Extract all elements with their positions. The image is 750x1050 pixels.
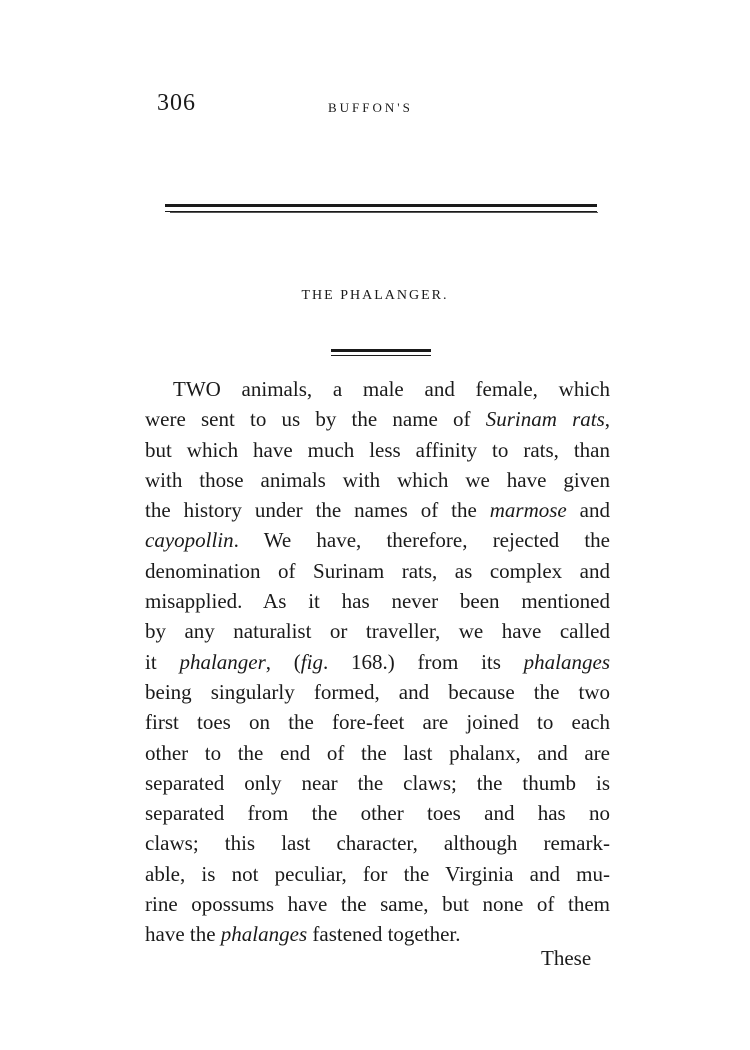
text-line: but which have much less affinity to rats, than [145,437,610,462]
text-line: rine opossums have the same, but none of them [145,892,610,917]
text-line: other to the end of the last phalanx, and are [145,740,610,765]
text-line: it phalanger, (fig. 168.) from its phalanges [145,649,610,674]
text-line: separated from the other toes and has no [145,801,610,826]
text-line: able, is not peculiar, for the Virginia and mu- [145,861,610,886]
text-line: cayopollin. We have, therefore, rejected the [145,528,610,553]
text-line: misapplied. As it has never been mentioned [145,589,610,614]
text-line: with those animals with which we have given [145,467,610,492]
text-line: first toes on the fore-feet are joined to each [145,710,610,735]
text-line: were sent to us by the name of Surinam rats, [145,407,611,432]
text-line: by any naturalist or traveller, we have called [145,619,610,644]
text-line: have the phalanges fastened together. [145,922,461,947]
text-line: being singularly formed, and because the two [145,679,610,704]
section-title: THE PHALANGER. [301,288,449,303]
text-line: TWO animals, a male and female, which [173,377,610,401]
page-number: 306 [157,90,196,116]
running-head: BUFFON'S [328,100,413,115]
header-rule [165,204,597,212]
text-line: separated only near the claws; the thumb is [145,770,610,795]
catchword: These [541,946,592,970]
body-paragraph [145,374,610,950]
text-line: the history under the names of the marmose and [145,498,610,523]
text-line: claws; this last character, although remark- [145,831,610,856]
text-line: denomination of Surinam rats, as complex and [145,558,610,583]
title-rule [331,349,431,356]
header-rule-thin [170,212,598,213]
